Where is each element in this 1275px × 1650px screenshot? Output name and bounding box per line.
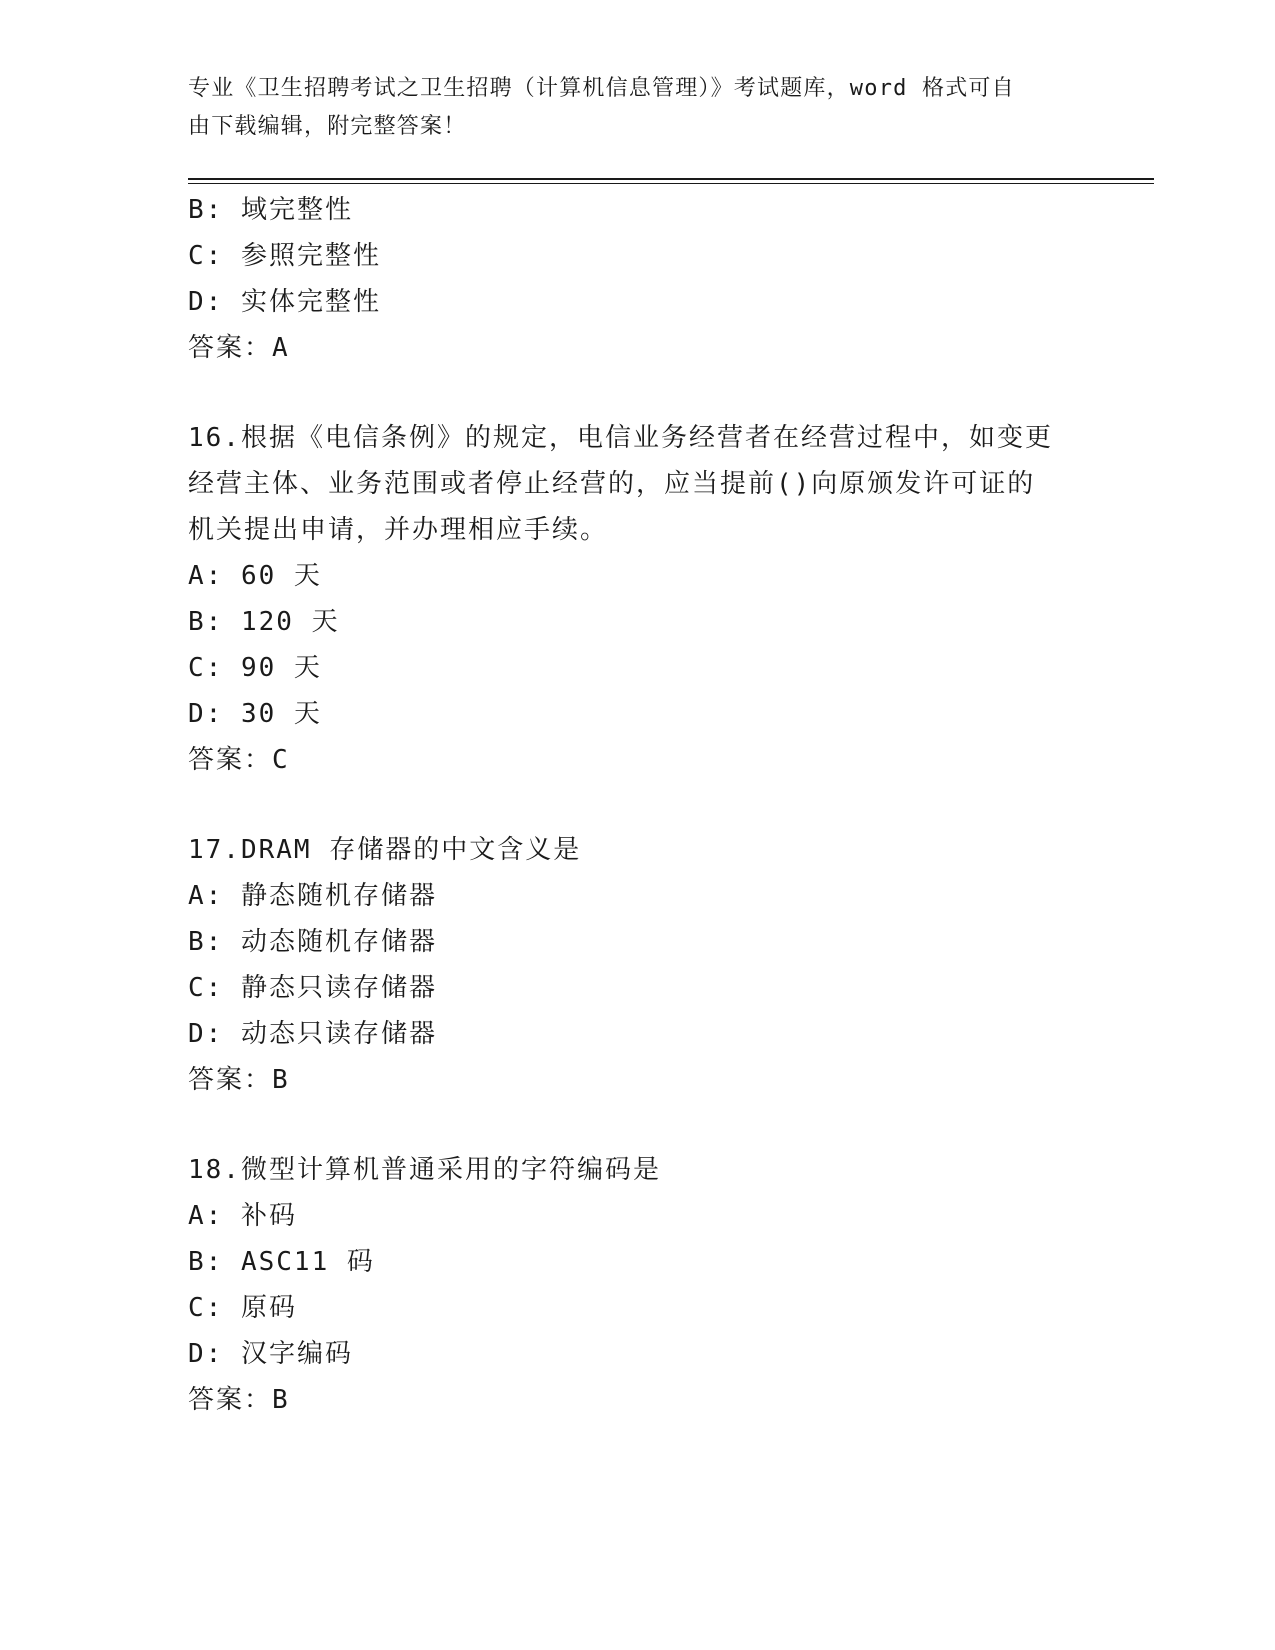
option-b: B: 域完整性	[188, 195, 353, 225]
question-list	[188, 187, 1088, 1423]
option-d: D: 30 天	[188, 699, 322, 729]
question-stem-line: 经营主体、业务范围或者停止经营的，应当提前()向原颁发许可证的	[188, 469, 1036, 499]
option-c: C: 90 天	[188, 653, 322, 683]
option-b: B: 120 天	[188, 607, 340, 637]
option-c: C: 原码	[188, 1293, 297, 1323]
question-stem-line: 17.DRAM 存储器的中文含义是	[188, 835, 582, 865]
option-a: A: 静态随机存储器	[188, 881, 437, 911]
option-b: B: 动态随机存储器	[188, 927, 437, 957]
option-d: D: 动态只读存储器	[188, 1019, 437, 1049]
answer-line: 答案：B	[188, 1385, 290, 1415]
question-17	[188, 827, 1088, 1103]
option-d: D: 汉字编码	[188, 1339, 353, 1369]
header-divider-thick	[188, 178, 1154, 180]
option-c: C: 静态只读存储器	[188, 973, 437, 1003]
answer-line: 答案：B	[188, 1065, 290, 1095]
header-divider-thin	[188, 183, 1154, 184]
question-stem-line: 18.微型计算机普通采用的字符编码是	[188, 1155, 661, 1185]
answer-line: 答案：C	[188, 745, 290, 775]
option-d: D: 实体完整性	[188, 287, 381, 317]
header-line-1: 专业《卫生招聘考试之卫生招聘（计算机信息管理）》考试题库，word 格式可自	[188, 76, 1015, 101]
option-c: C: 参照完整性	[188, 241, 381, 271]
option-a: A: 60 天	[188, 561, 322, 591]
continued-question	[188, 187, 1088, 371]
document-header	[188, 70, 1068, 146]
question-16	[188, 415, 1088, 783]
question-18	[188, 1147, 1088, 1423]
question-stem-line: 机关提出申请，并办理相应手续。	[188, 515, 609, 545]
answer-line: 答案：A	[188, 333, 290, 363]
question-stem-line: 16.根据《电信条例》的规定，电信业务经营者在经营过程中，如变更	[188, 423, 1053, 453]
option-a: A: 补码	[188, 1201, 297, 1231]
header-line-2: 由下载编辑，附完整答案！	[188, 114, 467, 139]
option-b: B: ASC11 码	[188, 1247, 375, 1277]
